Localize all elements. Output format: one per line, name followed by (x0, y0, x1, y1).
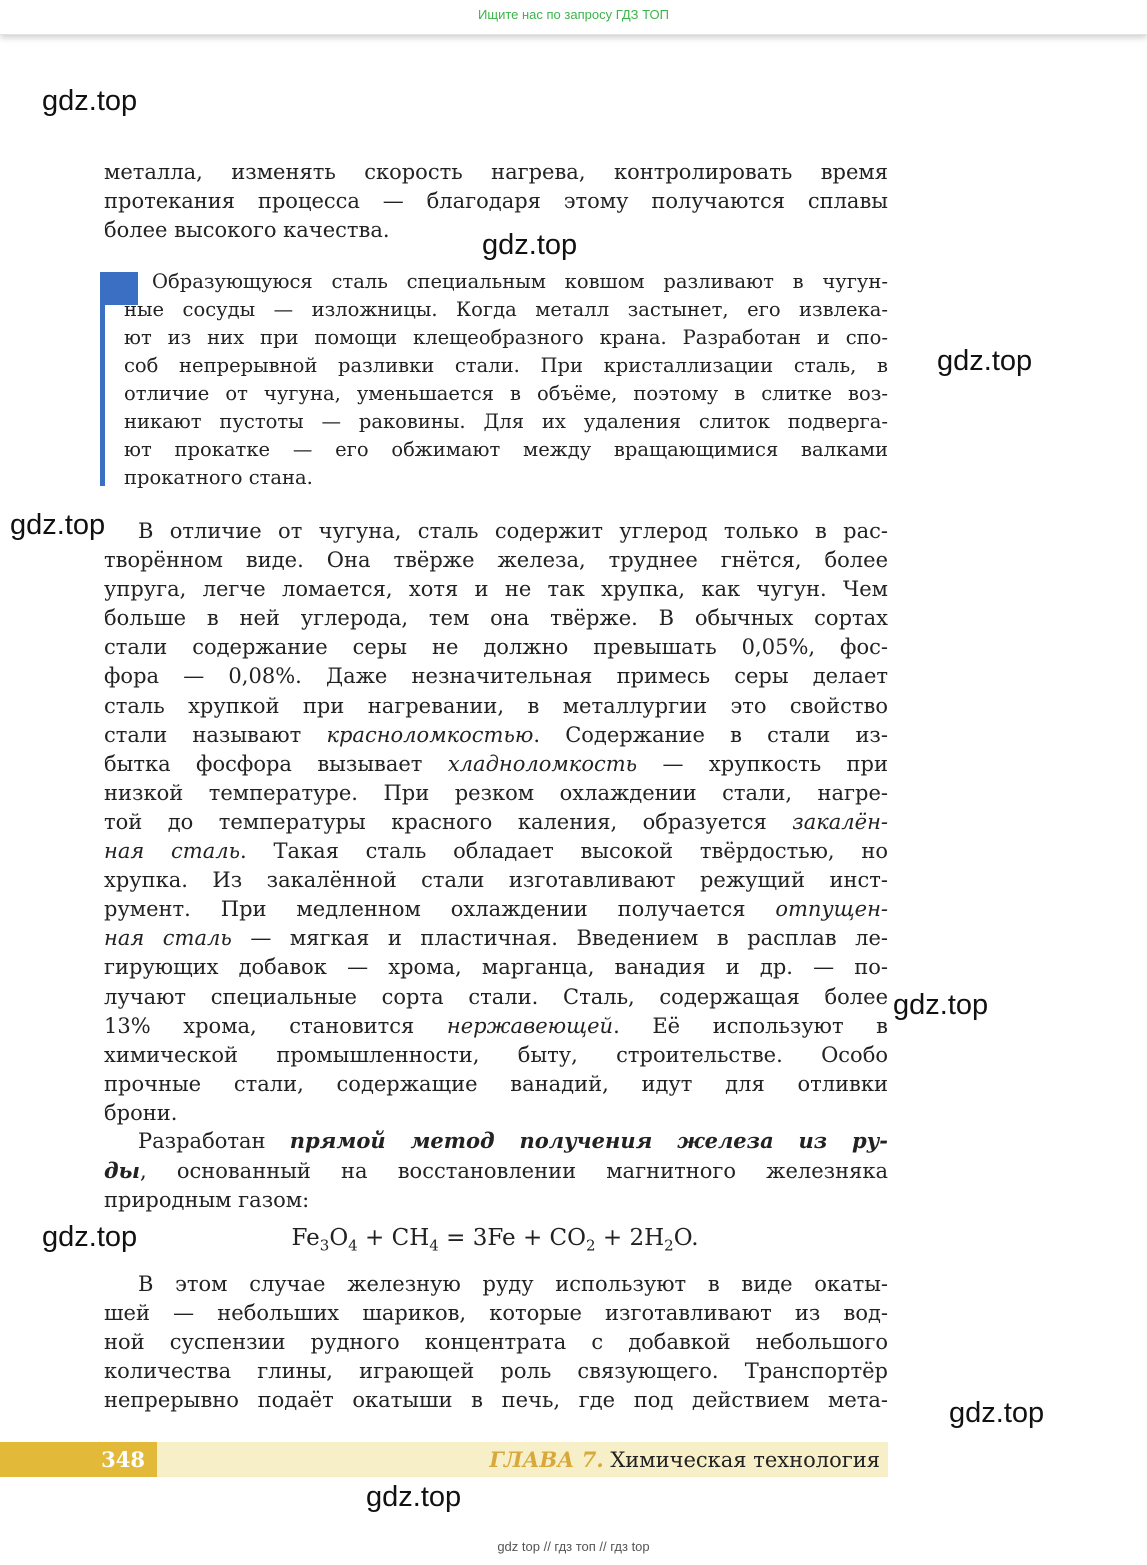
text-line (104, 808, 888, 837)
text-line: сталь хрупкой при нагревании, в металлургии это свойство (104, 693, 888, 718)
paragraph-4 (104, 1270, 888, 1415)
text-run: 13% хрома, становится (104, 1013, 447, 1038)
text-run: . Содержание в стали из- (533, 722, 888, 747)
text-line: стали содержание серы не должно превышать 0,05%, фос- (104, 635, 888, 660)
eq-subscript: 3 (319, 1236, 330, 1255)
text-line: протекания процесса — благодаря этому получаются сплавы (104, 189, 888, 214)
text-line (104, 1156, 888, 1186)
bottom-links[interactable]: gdz top // гдз топ // гдз top (497, 1539, 650, 1554)
text-line: фора — 0,08%. Даже незначительная примесь серы делает (104, 664, 888, 689)
text-run: — мягкая и пластичная. Введением в расплав ле- (231, 926, 888, 951)
chapter-label: ГЛАВА 7. (489, 1447, 604, 1472)
text-line: никают пустоты — раковины. Для их удаления слиток подверга- (124, 410, 888, 433)
chapter-name: Химическая технология (603, 1448, 880, 1472)
text-line: количества глины, играющей роль связующего. Транспортёр (104, 1359, 888, 1384)
text-line: упруга, легче ломается, хотя и не так хрупка, как чугун. Чем (104, 577, 888, 602)
top-banner (0, 0, 1147, 35)
note-block (124, 268, 888, 492)
text-line: лучают специальные сорта стали. Сталь, содержащая более (104, 984, 888, 1009)
eq-subscript: 4 (348, 1236, 358, 1255)
text-line: Образующуюся сталь специальным ковшом разливают в чугун- (152, 270, 888, 293)
term-bold-italic: прямой метод получения железа из ру- (289, 1128, 888, 1153)
text-line: отличие от чугуна, уменьшается в объёме, поэтому в слитке воз- (124, 382, 888, 405)
text-line: прокатного стана. (124, 466, 313, 489)
watermark: gdz.top (893, 989, 989, 1021)
term-italic: нержавеющей (446, 1013, 614, 1038)
term-italic: ная сталь (104, 926, 232, 951)
text-line: соб непрерывной разливки стали. При кристаллизации сталь, в (124, 354, 888, 377)
text-line: ют из них при помощи клещеобразного крана. Разработан и спо- (124, 326, 888, 349)
text-line: гирующих добавок — хрома, марганца, ванадия и др. — по- (104, 955, 888, 980)
text-line: хрупка. Из закалённой стали изготавливают режущий инст- (104, 868, 888, 893)
term-italic: красноломкостью (326, 722, 534, 747)
watermark: gdz.top (949, 1397, 1045, 1429)
text-line: ют прокатке — его обжимают между вращающимися валками (124, 438, 888, 461)
paragraph-1 (104, 158, 888, 245)
top-banner-text[interactable]: Ищите нас по запросу ГДЗ ТОП (478, 7, 669, 22)
text-run: — хрупкость при (637, 751, 888, 776)
text-line: творённом виде. Она твёрже железа, труднее гнётся, более (104, 548, 888, 573)
text-line (104, 924, 888, 953)
text-line: В отличие от чугуна, сталь содержит углерод только в рас- (138, 519, 888, 543)
text-line: брони. (104, 1100, 178, 1125)
text-run: . Такая сталь обладает высокой твёрдостью, но (240, 839, 888, 864)
eq-subscript: 2 (586, 1236, 596, 1255)
paragraph-3 (104, 1126, 888, 1215)
watermark: gdz.top (482, 229, 578, 261)
term-italic: ная сталь (104, 839, 241, 864)
text-line: прочные стали, содержащие ванадий, идут для отливки (104, 1071, 888, 1096)
text-line (104, 837, 888, 866)
eq-part: = 3Fe + CO (438, 1225, 587, 1251)
text-line (104, 1012, 888, 1041)
eq-part: Fe (291, 1225, 320, 1251)
page-number: 348 (0, 1442, 157, 1477)
eq-subscript: 4 (429, 1236, 439, 1255)
text-line (104, 895, 888, 924)
text-line: природным газом: (104, 1188, 310, 1213)
watermark: gdz.top (10, 509, 106, 541)
text-line: химической промышленности, быту, строительстве. Особо (104, 1042, 888, 1067)
eq-subscript: 2 (664, 1236, 674, 1255)
text-line: шей — небольших шариков, которые изготавливают из вод- (104, 1301, 888, 1326)
term-bold-italic: ды (104, 1158, 140, 1184)
text-run: стали называют (104, 722, 327, 747)
text-run: . Её используют в (613, 1013, 888, 1038)
text-line (104, 1126, 888, 1156)
text-run: румент. При медленном охлаждении получается (104, 897, 776, 922)
text-line: низкой температуре. При резком охлаждении стали, нагре- (104, 780, 888, 805)
chemical-equation (0, 1225, 990, 1255)
eq-part: O. (673, 1225, 699, 1251)
page-footer (0, 1442, 888, 1477)
text-run: , основанный на восстановлении магнитного железняка (139, 1159, 888, 1184)
text-line: ной суспензии рудного концентрата с добавкой небольшого (104, 1330, 888, 1355)
chapter-title (489, 1442, 880, 1478)
text-run: бытка фосфора вызывает (104, 751, 448, 776)
text-line: более высокого качества. (104, 218, 390, 243)
watermark: gdz.top (42, 85, 138, 117)
eq-part: + 2H (595, 1225, 665, 1251)
text-run: Разработан (138, 1129, 290, 1153)
text-line: металла, изменять скорость нагрева, контролировать время (104, 160, 888, 184)
term-italic: отпущен- (775, 897, 888, 922)
text-line: больше в ней углерода, тем она твёрже. В обычных сортах (104, 606, 888, 631)
text-line: В этом случае железную руду используют в виде окаты- (138, 1272, 888, 1296)
watermark: gdz.top (42, 1221, 138, 1253)
watermark: gdz.top (937, 345, 1033, 377)
watermark: gdz.top (366, 1481, 462, 1513)
eq-part: O (329, 1225, 349, 1251)
paragraph-2 (104, 517, 888, 1128)
text-line: ные сосуды — изложницы. Когда металл застынет, его извлека- (124, 298, 888, 321)
term-italic: закалён- (792, 809, 888, 834)
term-italic: хладноломкость (447, 751, 638, 776)
text-line (104, 750, 888, 779)
eq-part: + CH (357, 1225, 430, 1251)
text-run: той до температуры красного каления, образуется (104, 809, 793, 834)
text-line (104, 721, 888, 750)
text-line: непрерывно подаёт окатыши в печь, где под действием мета- (104, 1388, 888, 1413)
